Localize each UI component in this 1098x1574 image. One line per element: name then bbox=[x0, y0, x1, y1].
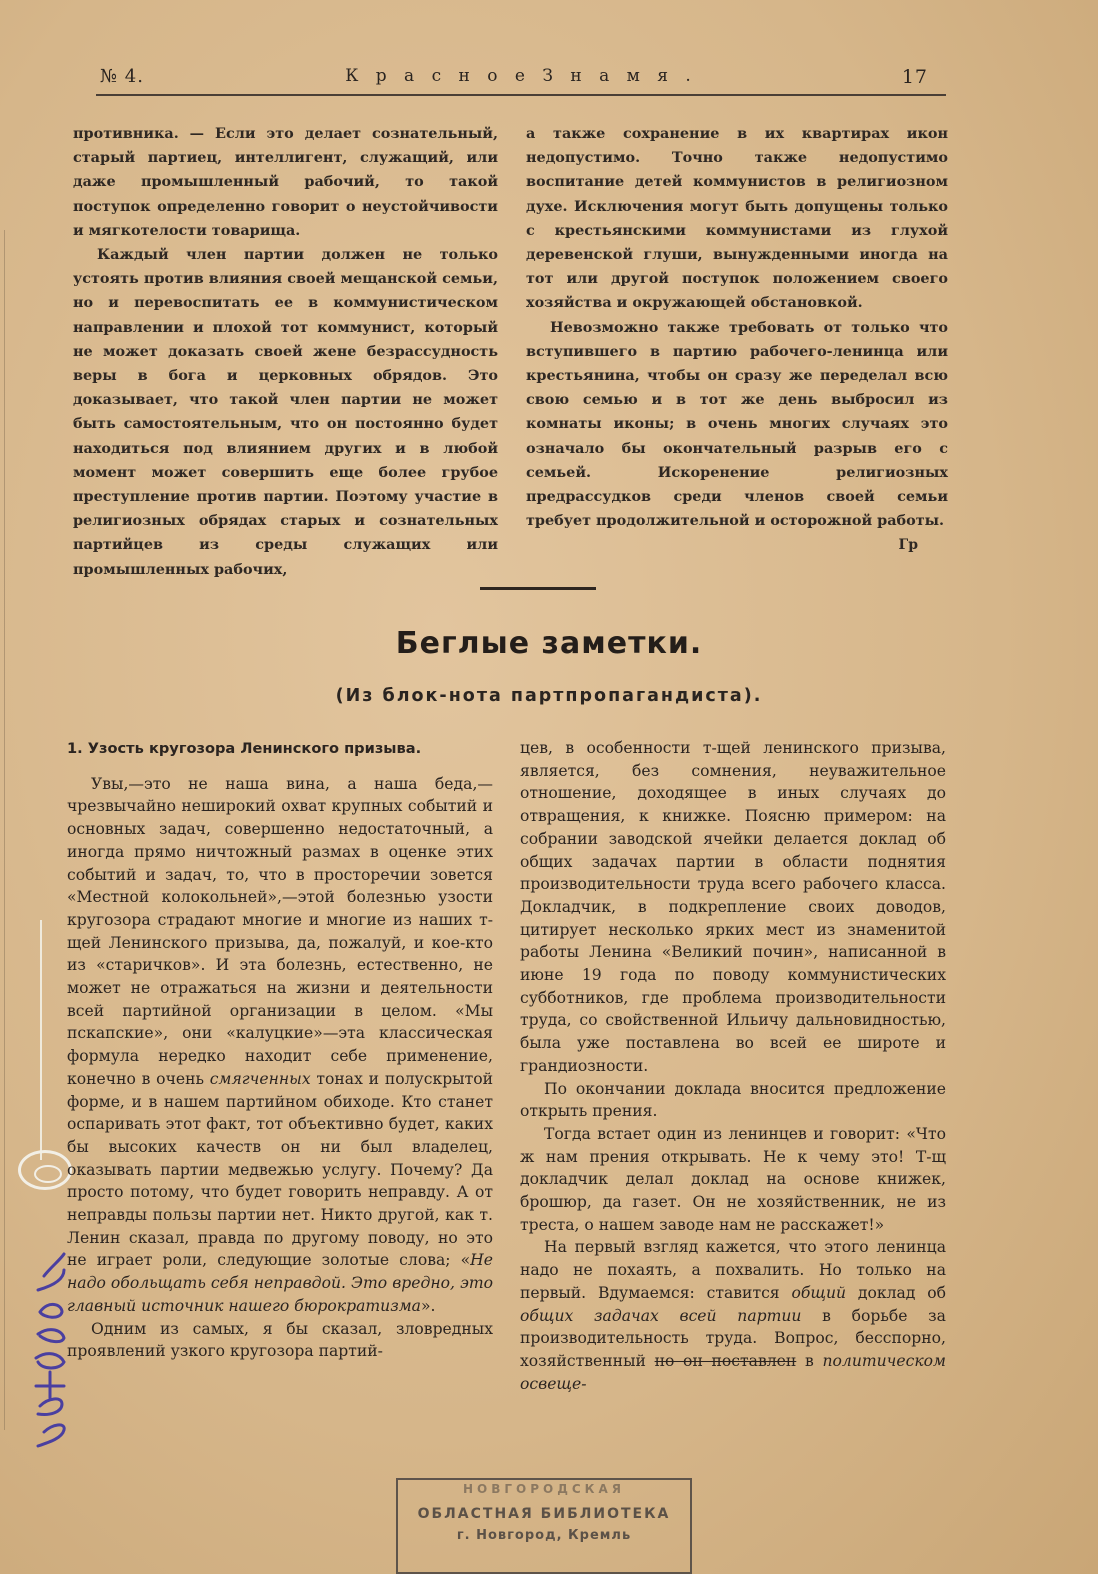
article-right-column bbox=[520, 737, 946, 1395]
top-left-column bbox=[73, 122, 498, 582]
journal-title: К р а с н о е З н а м я . bbox=[345, 66, 697, 86]
paragraph: На первый взгляд кажется, что этого ленинца надо не похаять, а похвалить. Но только на первый. Вдумаемся: ставится общий доклад об общих задачах всей партии в борьбе за производительность труда. Вопрос, бесспорно, хозяйственный но он поставлен в политическом освеще- bbox=[520, 1238, 946, 1393]
library-stamp: НОВГОРОДСКАЯ ОБЛАСТНАЯ БИБЛИОТЕКА г. Новгород, Кремль bbox=[396, 1478, 692, 1574]
binding-thread bbox=[40, 920, 42, 1160]
page-header bbox=[96, 66, 946, 96]
paragraph: а также сохранение в их квартирах икон недопустимо. Точно также недопустимо воспитание детей коммунистов в религиозном духе. Исключения могут быть допущены только с крестьянскими коммунистами из глухой деревенской глуши, вынужденными иногда на тот или другой поступок положением своего хозяйства и окружающей обстановкой. bbox=[526, 125, 948, 312]
article-subtitle: (Из блок-нота партпропагандиста). bbox=[335, 686, 763, 706]
paragraph: Невозможно также требовать от только что вступившего в партию рабочего-ленинца или крестьянина, чтобы он сразу же переделал всю свою семью и в тот же день выбросил из комнаты иконы; в очень многих случаях это означало бы окончательный разрыв его с семьей. Искоренение религиозных предрассудков среди членов своей семьи требует продолжительной и осторожной работы. bbox=[526, 318, 948, 530]
paragraph: Увы,—это не наша вина, а наша беда,—чрезвычайно неширокий охват крупных событий и основных задач, совершенно недостаточный, а иногда прямо ничтожный размах в оценке этих событий и задач, то, что в просторечии зовется «Местной колокольней»,—этой болезнью узости кругозора страдают многие и многие из наших т-щей Ленинского призыва, да, пожалуй, и кое-кто из «старичков». И эта болезнь, естественно, не может не отражаться на жизни и деятельности всей партийной организации в целом. «Мы пскапские», они «калуцкие»—эта классическая формула нередко находит себе применение, конечно в очень смягченных тонах и полускрытой форме, и в нашем партийном обиходе. Кто станет оспаривать этот факт, тот объективно будет, каких бы высоких качеств он ни был владелец, оказывать партии медвежью услугу. Почему? Да просто потому, что будет говорить неправду. А от неправды пользы партии нет. Никто другой, как т. Ленин сказал, правда по другому поводу, но это не играет роли, следующие золотые слова; «Не надо обольщать себя неправдой. Это вредно, это главный источник нашего бюрократизма». bbox=[67, 774, 493, 1315]
article-title: Беглые заметки. bbox=[395, 626, 703, 661]
page-number: 17 bbox=[901, 66, 928, 88]
handwritten-inventory-number bbox=[30, 1246, 70, 1452]
paragraph: Каждый член партии должен не только устоять против влияния своей мещанской семьи, но и перевоспитать ее в коммунистическом направлении и плохой тот коммунист, который не может доказать своей жене безрассудность веры в бога и церковных обрядов. Это доказывает, что такой член партии не может быть самостоятельным, что он постоянно будет находиться под влиянием других и в любой момент может совершить еще более грубое преступление против партии. Поэтому участие в религиозных обрядах старых и сознательных партийцев из среды служащих или промышленных рабочих, bbox=[73, 246, 498, 578]
article-left-column bbox=[67, 738, 493, 1363]
binding-edge bbox=[4, 230, 13, 1430]
paragraph: По окончании доклада вносится предложение открыть прения. bbox=[520, 1079, 946, 1121]
section-heading: 1. Узость кругозора Ленинского призыва. bbox=[67, 740, 422, 757]
section-divider bbox=[480, 587, 596, 590]
issue-number: № 4. bbox=[100, 66, 144, 87]
top-right-column bbox=[526, 122, 948, 558]
paragraph: Одним из самых, я бы сказал, зловредных проявлений узкого кругозора партий- bbox=[67, 1319, 493, 1361]
paragraph: противника. — Если это делает сознательный, старый партиец, интеллигент, служащий, или даже промышленный рабочий, то такой поступок определенно говорит о неустойчивости и мягкотелости товарища. bbox=[73, 125, 498, 239]
paragraph: цев, в особенности т-щей ленинского призыва, является, без сомнения, неуважительное отношение, доходящее в иных случаях до отвращения, к книжке. Поясню примером: на собрании заводской ячейки делается доклад об общих задачах партии в области поднятия производительности труда всего рабочего класса. Докладчик, в подкрепление своих доводов, цитирует несколько ярких мест из знаменитой работы Ленина «Великий почин», написанной в июне 19 года по поводу коммунистических субботников, где проблема производительности труда, со свойственной Ильичу дальновидностью, была уже поставлена во всей ее широте и грандиозности. bbox=[520, 739, 946, 1075]
thread-loop-inner bbox=[34, 1165, 62, 1183]
paragraph: Тогда встает один из ленинцев и говорит: «Что ж нам прения открывать. Не к чему это! Т-щ докладчик делал доклад на основе книжек, брошюр, да газет. Он не хозяйственник, не из треста, о нашем заводе нам не расскажет!» bbox=[520, 1124, 946, 1234]
author-signature: Гр bbox=[898, 537, 918, 554]
